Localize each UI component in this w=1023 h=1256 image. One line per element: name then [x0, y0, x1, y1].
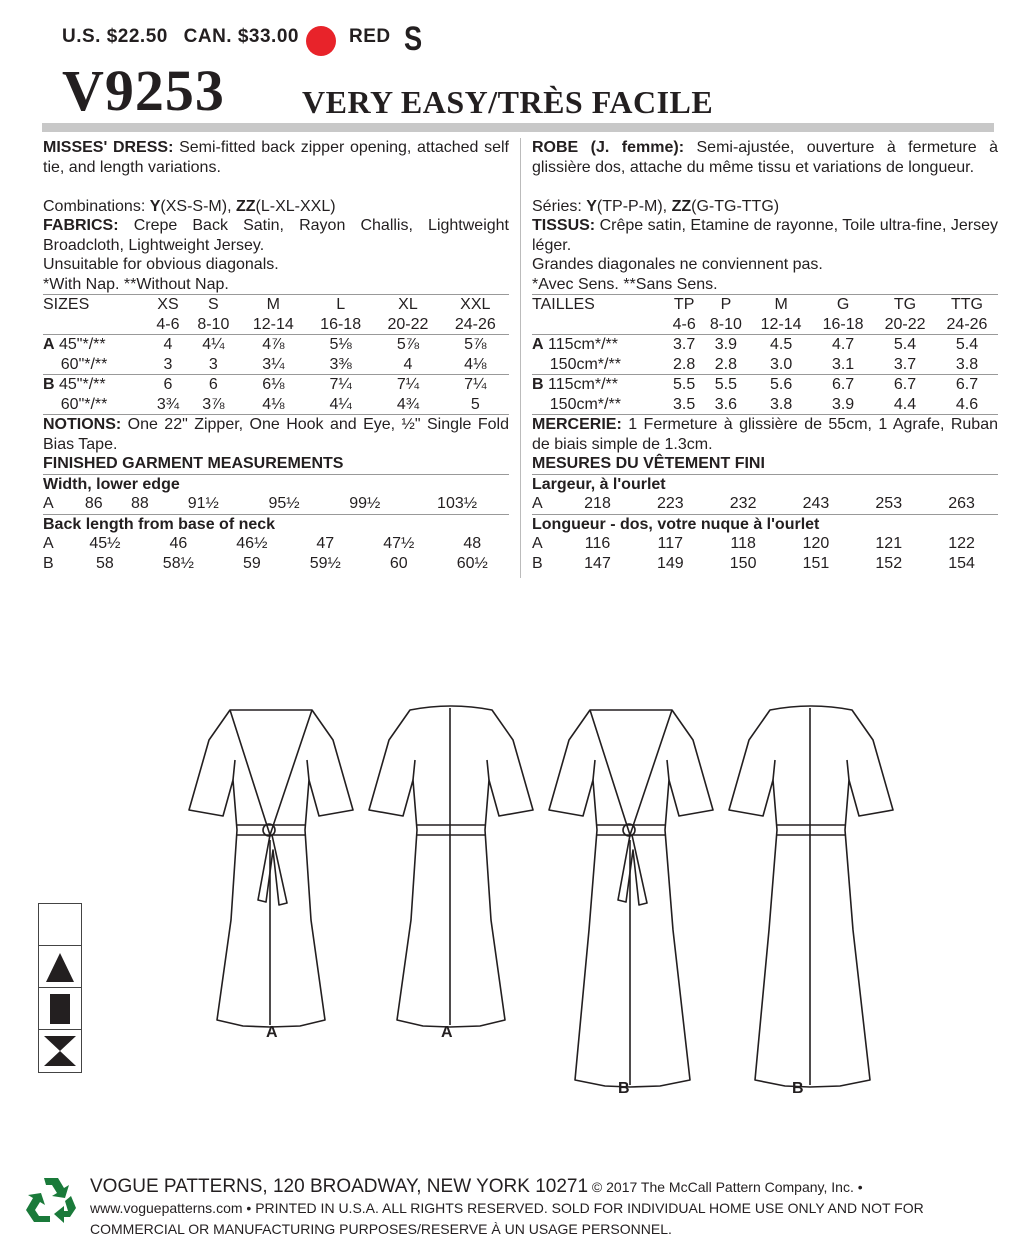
size-name: XL: [398, 296, 418, 313]
fabric-width-label: B 115cm*/**: [532, 376, 618, 393]
yardage-value: 3.9: [812, 395, 874, 415]
fabrics-block: TISSUS: Crêpe satin, Etamine de rayonne, Toile ultra-fine, Jersey léger.: [532, 217, 998, 254]
garment-title: MISSES' DRESS:: [43, 139, 174, 156]
fabrics-block: FABRICS: Crepe Back Satin, Rayon Challis, Lightweight Broadcloth, Lightweight Jersey.: [43, 217, 509, 254]
measurement-value: 118: [730, 535, 756, 552]
view-label-a-front: A: [266, 1024, 278, 1041]
yardage-value: 4⅞: [262, 336, 285, 353]
nap-note: *With Nap. **Without Nap.: [43, 275, 509, 296]
yardage-value: 5⅞: [396, 336, 420, 353]
yardage-value: 4.7: [831, 336, 855, 353]
measurement-value: 58½: [162, 554, 194, 572]
measurement-value: 218: [561, 494, 634, 514]
measurement-value: 117: [657, 535, 684, 552]
yardage-value: 5.5: [714, 376, 738, 393]
length-table: [532, 534, 998, 573]
yardage-row: [532, 375, 998, 395]
notions-block: MERCERIE: 1 Fermeture à glissière de 55cm, 1 Agrafe, Ruban de biais simple de 1.3cm.: [532, 416, 998, 453]
blank-symbol-icon: [39, 904, 81, 946]
measurement-row: [43, 554, 509, 574]
yardage-value: 2.8: [702, 355, 750, 375]
hourglass-symbol-icon: [39, 1030, 81, 1072]
length-heading: Longueur - dos, votre nuque à l'ourlet: [532, 515, 820, 533]
size-name: S: [207, 296, 219, 313]
width-table: [532, 494, 998, 515]
width-table: [43, 494, 509, 515]
copyright: © 2017 The McCall Pattern Company, Inc. •: [591, 1179, 863, 1195]
yardage-row: [43, 335, 509, 355]
length-heading: Back length from base of neck: [43, 515, 276, 533]
yardage-value: 4¼: [307, 395, 374, 415]
size-name: G: [836, 296, 850, 313]
company-address: VOGUE PATTERNS, 120 BROADWAY, NEW YORK 10271: [90, 1176, 589, 1197]
garment-description: Semi-fitted back zipper opening, attached self tie, and length variations.: [43, 139, 509, 176]
description-block: [43, 138, 509, 177]
measurement-row: [532, 494, 998, 514]
finished-measurements-heading: MESURES DU VÊTEMENT FINI: [532, 454, 998, 475]
size-range-row: [532, 315, 998, 335]
view-code: A: [43, 535, 54, 552]
size-range: 12-14: [750, 315, 812, 335]
size-range: 24-26: [936, 315, 998, 335]
measurement-row: [43, 494, 509, 514]
yardage-value: 6⅛: [262, 376, 285, 393]
yardage-value: 4¼: [202, 336, 225, 353]
color-dot-icon: [306, 26, 336, 56]
yardage-value: 5: [442, 395, 509, 415]
yardage-value: 4⅛: [240, 395, 307, 415]
yardage-row: [532, 335, 998, 355]
view-code: A: [532, 494, 561, 514]
measurement-value: 99½: [324, 494, 405, 514]
yardage-value: 4.4: [874, 395, 936, 415]
measurement-value: 47½: [383, 535, 415, 552]
measurement-value: 95½: [244, 494, 325, 514]
yardage-value: 3.0: [750, 355, 812, 375]
measurement-value: 116: [584, 535, 611, 552]
garment-title: ROBE (J. femme):: [532, 139, 685, 156]
yardage-value: 5.4: [893, 336, 917, 353]
measurement-value: 59½: [309, 554, 341, 572]
view-code: B: [532, 554, 543, 572]
yardage-value: 3.8: [750, 395, 812, 415]
size-range: 16-18: [307, 315, 374, 335]
measurement-value: 59: [242, 554, 261, 572]
measurement-value: 150: [729, 554, 757, 572]
measurement-value: 88: [117, 494, 163, 514]
price-line: [62, 26, 309, 48]
size-header-row: [532, 295, 998, 315]
yardage-value: 3¾: [149, 395, 187, 415]
yardage-value: 5.6: [769, 376, 793, 393]
size-name: M: [266, 296, 280, 313]
view-code: A: [43, 494, 71, 514]
measurement-row: [532, 554, 998, 574]
color-name: RED: [349, 26, 391, 47]
yardage-value: 6: [163, 376, 173, 393]
yardage-value: 4: [163, 336, 173, 353]
yardage-value: 4.6: [936, 395, 998, 415]
yardage-value: 3: [149, 355, 187, 375]
measurement-value: 86: [71, 494, 117, 514]
sizes-label: TAILLES: [532, 296, 595, 313]
fabric-width-label: 150cm*/**: [532, 355, 667, 375]
measurement-value: 121: [875, 535, 903, 552]
yardage-value: 3.1: [812, 355, 874, 375]
measurement-value: 122: [948, 535, 975, 552]
yardage-value: 4⅛: [442, 355, 509, 375]
measurement-value: 147: [584, 554, 611, 572]
yardage-value: 4¾: [374, 395, 441, 415]
yardage-value: 6.7: [831, 376, 855, 393]
yardage-value: 5⅛: [329, 336, 352, 353]
unsuitable-note: Grandes diagonales ne conviennent pas.: [532, 256, 823, 273]
measurement-value: 103½: [405, 494, 509, 514]
yardage-value: 3.9: [714, 336, 738, 353]
measurement-value: 154: [948, 554, 975, 572]
yardage-value: 7¼: [329, 376, 352, 393]
header-rule: [42, 123, 994, 132]
yardage-value: 3.5: [667, 395, 702, 415]
english-column: [43, 138, 509, 573]
dress-sketches: [175, 700, 895, 1100]
measurement-value: 243: [780, 494, 853, 514]
view-code: A: [532, 535, 543, 552]
fabric-width-label: 150cm*/**: [532, 395, 667, 415]
yardage-value: 6: [208, 376, 218, 393]
finished-measurements-heading: FINISHED GARMENT MEASUREMENTS: [43, 454, 509, 475]
yardage-row: [43, 395, 509, 415]
garment-description: Semi-ajustée, ouverture à fermeture à glissière dos, attache du même tissu et variations de longueur.: [532, 139, 998, 176]
size-name: M: [774, 296, 788, 313]
yardage-value: 4.5: [769, 336, 793, 353]
sizes-label: SIZES: [43, 296, 90, 313]
yardage-value: 3.8: [936, 355, 998, 375]
measurement-value: 46: [169, 535, 188, 552]
recycle-icon: [24, 1174, 78, 1226]
measurement-value: 232: [707, 494, 780, 514]
measurement-value: 263: [925, 494, 998, 514]
size-range-spacer: [43, 315, 149, 335]
yardage-value: 2.8: [667, 355, 702, 375]
measurement-value: 46½: [236, 535, 268, 552]
yardage-value: 3⅜: [307, 355, 374, 375]
size-range: 8-10: [702, 315, 750, 335]
view-b-back-sketch: [729, 706, 893, 1087]
price-can: CAN. $33.00: [183, 26, 299, 47]
length-table: [43, 534, 509, 573]
fabric-width-label: A 45"*/**: [43, 336, 106, 353]
price-us: U.S. $22.50: [62, 26, 168, 47]
yardage-table: [43, 295, 509, 415]
measurement-value: 60½: [456, 554, 488, 572]
view-a-back-sketch: [369, 706, 533, 1027]
pattern-number: V9253: [62, 58, 225, 123]
yardage-value: 3.7: [874, 355, 936, 375]
view-b-front-sketch: [549, 710, 713, 1087]
difficulty-label: VERY EASY/TRÈS FACILE: [302, 84, 714, 120]
measurement-value: 120: [802, 535, 830, 552]
size-range: 12-14: [240, 315, 307, 335]
size-name: L: [336, 296, 346, 313]
size-name: P: [720, 296, 732, 313]
size-name: TG: [893, 296, 917, 313]
fabric-width-label: 60"*/**: [43, 355, 149, 375]
view-code: B: [43, 554, 54, 572]
yardage-value: 3¼: [240, 355, 307, 375]
size-range: 8-10: [187, 315, 240, 335]
yardage-value: 6.7: [893, 376, 917, 393]
combinations-line: Séries: Y(TP-P-M), ZZ(G-TG-TTG): [532, 197, 780, 215]
notions-block: NOTIONS: One 22" Zipper, One Hook and Eye, ½" Single Fold Bias Tape.: [43, 416, 509, 453]
size-range-row: [43, 315, 509, 335]
measurement-value: 48: [463, 535, 482, 552]
description-block: [532, 138, 998, 177]
view-a-front-sketch: [189, 710, 353, 1027]
width-heading: Width, lower edge: [43, 475, 180, 493]
yardage-value: 3⅞: [187, 395, 240, 415]
measurement-value: 151: [802, 554, 830, 572]
size-range-spacer: [532, 315, 667, 335]
yardage-row: [532, 395, 998, 415]
yardage-value: 7¼: [464, 376, 487, 393]
yardage-value: 6.7: [955, 376, 979, 393]
size-header-row: [43, 295, 509, 315]
yardage-value: 4: [374, 355, 441, 375]
measurement-value: 60: [389, 554, 408, 572]
size-range: 24-26: [442, 315, 509, 335]
size-range: 4-6: [149, 315, 187, 335]
size-name: TTG: [951, 296, 983, 313]
yardage-row: [43, 375, 509, 395]
measurement-row: [43, 534, 509, 554]
triangle-symbol-icon: [39, 946, 81, 988]
unsuitable-note: Unsuitable for obvious diagonals.: [43, 256, 279, 273]
size-letter: S: [404, 20, 423, 58]
yardage-row: [532, 355, 998, 375]
fabric-width-label: A 115cm*/**: [532, 336, 618, 353]
measurement-value: 58: [96, 554, 114, 572]
pattern-symbol-key: [38, 903, 82, 1073]
width-heading: Largeur, à l'ourlet: [532, 475, 666, 493]
measurement-value: 152: [875, 554, 903, 572]
measurement-row: [532, 534, 998, 554]
size-name: XXL: [460, 296, 491, 313]
yardage-value: 5.5: [673, 376, 696, 393]
square-symbol-icon: [39, 988, 81, 1030]
yardage-row: [43, 355, 509, 375]
yardage-value: 3.6: [702, 395, 750, 415]
measurement-value: 223: [634, 494, 707, 514]
size-name: XS: [157, 296, 179, 313]
measurement-value: 253: [852, 494, 925, 514]
measurement-value: 45½: [89, 535, 121, 552]
yardage-value: 3.7: [673, 336, 696, 353]
footer: VOGUE PATTERNS, 120 BROADWAY, NEW YORK 10271 © 2017 The McCall Pattern Company, Inc. • www.voguepatterns.com • PRINTED IN U.S.A. ALL RIGHTS RESERVED. SOLD FOR INDIVIDUAL HOME USE ONLY AND NOT FOR COMMERCIAL OR MANUFACTURING PURPOSES/RESERVE À UN USAGE PERSONNEL.: [90, 1176, 924, 1237]
view-label-b-back: B: [792, 1080, 804, 1097]
size-name: TP: [673, 296, 695, 313]
view-label-a-back: A: [441, 1024, 453, 1041]
measurement-value: 91½: [163, 494, 244, 514]
size-range: 4-6: [667, 315, 702, 335]
size-range: 20-22: [874, 315, 936, 335]
measurement-value: 47: [316, 535, 335, 552]
yardage-value: 7¼: [396, 376, 420, 393]
size-range: 16-18: [812, 315, 874, 335]
fabric-width-label: 60"*/**: [43, 395, 149, 415]
combinations-line: Combinations: Y(XS-S-M), ZZ(L-XL-XXL): [43, 197, 336, 215]
nap-note: *Avec Sens. **Sans Sens.: [532, 275, 998, 296]
measurement-value: 149: [656, 554, 684, 572]
french-column: [532, 138, 998, 573]
yardage-value: 5.4: [955, 336, 979, 353]
yardage-table: [532, 295, 998, 415]
website-link[interactable]: www.voguepatterns.com: [90, 1200, 243, 1216]
yardage-value: 5⅞: [464, 336, 487, 353]
yardage-value: 3: [187, 355, 240, 375]
size-range: 20-22: [374, 315, 441, 335]
fabric-width-label: B 45"*/**: [43, 376, 106, 393]
view-label-b-front: B: [618, 1080, 630, 1097]
column-divider: [520, 138, 521, 578]
